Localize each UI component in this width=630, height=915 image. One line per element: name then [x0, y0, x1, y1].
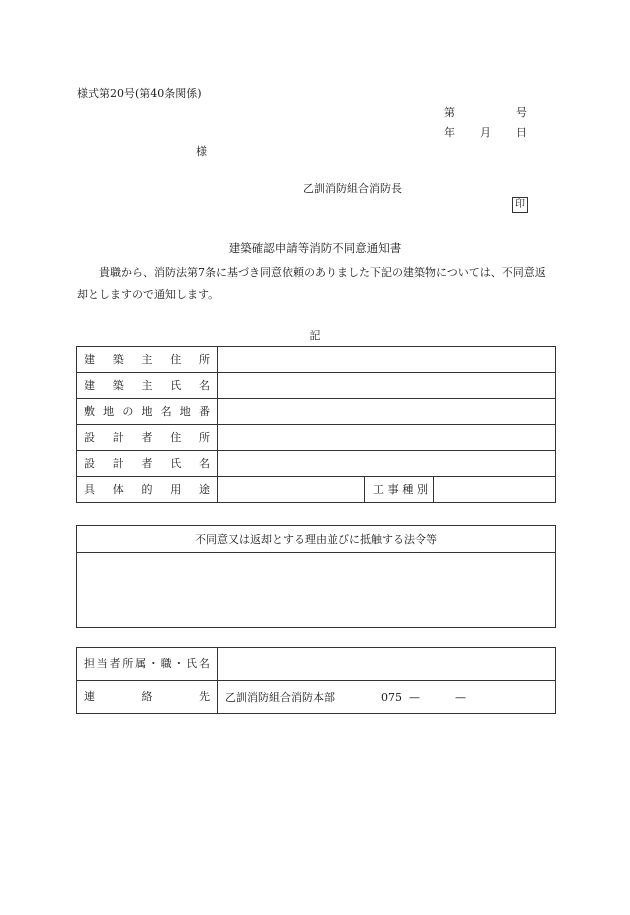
label-char: 的 [141, 483, 153, 496]
label-char: 所 [199, 353, 210, 366]
contact-value [218, 681, 556, 714]
kind-value-field[interactable] [434, 477, 556, 503]
label-char: 所 [199, 431, 210, 444]
label-char: 途 [199, 483, 210, 496]
label-char: 地 [141, 405, 153, 418]
document-number-label: 第 [444, 106, 455, 119]
label-char: 築 [112, 353, 124, 366]
row-label [77, 347, 218, 373]
label-char: 担 [84, 657, 95, 670]
label-char: 属 [135, 657, 147, 670]
table-row [77, 526, 556, 553]
label-char: 絡 [141, 690, 153, 703]
reason-value-field[interactable] [77, 553, 556, 628]
table-row [77, 477, 556, 503]
row-value-field[interactable] [218, 347, 556, 373]
contact-org: 乙訓消防組合消防本部 [225, 691, 335, 704]
contact-area-code: 075 [381, 691, 402, 704]
row-label [77, 451, 218, 477]
row-label [77, 373, 218, 399]
label-char: 種 [402, 483, 414, 496]
label-char: ・ [147, 657, 159, 670]
label-char: 設 [84, 457, 95, 470]
table-row [77, 451, 556, 477]
label-char: 別 [416, 483, 428, 496]
label-char: 者 [141, 431, 153, 444]
label-char: 者 [109, 657, 121, 670]
document-number-suffix: 号 [516, 106, 527, 119]
row-label [77, 425, 218, 451]
table-row [77, 399, 556, 425]
table-row [77, 553, 556, 628]
label-char: ・ [173, 657, 185, 670]
table-row [77, 425, 556, 451]
table-row [77, 373, 556, 399]
label-char: 名 [160, 405, 172, 418]
addressee-suffix: 様 [196, 145, 207, 158]
row-value-field[interactable] [218, 425, 556, 451]
label-char: 具 [84, 483, 95, 496]
label-char: 用 [170, 483, 182, 496]
row-value-field[interactable] [218, 373, 556, 399]
label-char: 事 [387, 483, 399, 496]
label-char: 住 [170, 353, 182, 366]
row-value-field[interactable] [218, 451, 556, 477]
label-char: 名 [199, 457, 210, 470]
contact-label [77, 681, 218, 714]
label-char: 氏 [186, 657, 198, 670]
label-char: 主 [141, 353, 153, 366]
label-char: 建 [84, 353, 95, 366]
date-month-label: 月 [480, 126, 491, 139]
body-text: 貴職から、消防法第7条に基づき同意依頼のありました下記の建築物については、不同意返却としますので通知します。 [77, 266, 546, 301]
label-char: 連 [84, 690, 95, 703]
label-char: 体 [112, 483, 124, 496]
reason-table [76, 525, 556, 628]
table-row [77, 347, 556, 373]
label-char: 建 [84, 379, 95, 392]
label-char: 計 [112, 431, 124, 444]
label-char: 職 [160, 657, 172, 670]
use-value-field[interactable] [218, 477, 365, 503]
ki-heading: 記 [309, 329, 321, 342]
label-char: 計 [112, 457, 124, 470]
label-char: 氏 [170, 379, 182, 392]
kind-label [365, 477, 434, 503]
issuer-name: 乙訓消防組合消防長 [303, 182, 402, 195]
form-number: 様式第20号(第40条関係) [77, 87, 202, 100]
label-char: の [122, 405, 134, 418]
label-char: 地 [179, 405, 191, 418]
use-label [77, 477, 218, 503]
label-char: 番 [198, 405, 210, 418]
label-char: 築 [112, 379, 124, 392]
label-char: 名 [199, 379, 210, 392]
seal-mark: 印 [512, 197, 528, 213]
label-char: 敷 [84, 405, 95, 418]
label-char: 設 [84, 431, 95, 444]
contact-table [76, 647, 556, 714]
label-char: 地 [103, 405, 115, 418]
date-day-label: 日 [516, 126, 527, 139]
label-char: 住 [170, 431, 182, 444]
label-char: 主 [141, 379, 153, 392]
contact-dash: — [455, 691, 466, 704]
label-char: 当 [96, 657, 108, 670]
reason-header: 不同意又は返却とする理由並びに抵触する法令等 [77, 526, 556, 553]
label-char: 工 [373, 483, 384, 496]
label-char: 所 [122, 657, 134, 670]
person-label [77, 648, 218, 681]
contact-dash: — [409, 691, 420, 704]
label-char: 先 [199, 690, 210, 703]
person-value-field[interactable] [218, 648, 556, 681]
label-char: 者 [141, 457, 153, 470]
building-info-table [76, 346, 556, 503]
row-value-field[interactable] [218, 399, 556, 425]
date-year-label: 年 [444, 126, 455, 139]
table-row [77, 648, 556, 681]
table-row [77, 681, 556, 714]
label-char: 名 [198, 657, 210, 670]
document-title: 建築確認申請等消防不同意通知書 [228, 241, 402, 255]
row-label [77, 399, 218, 425]
label-char: 氏 [170, 457, 182, 470]
